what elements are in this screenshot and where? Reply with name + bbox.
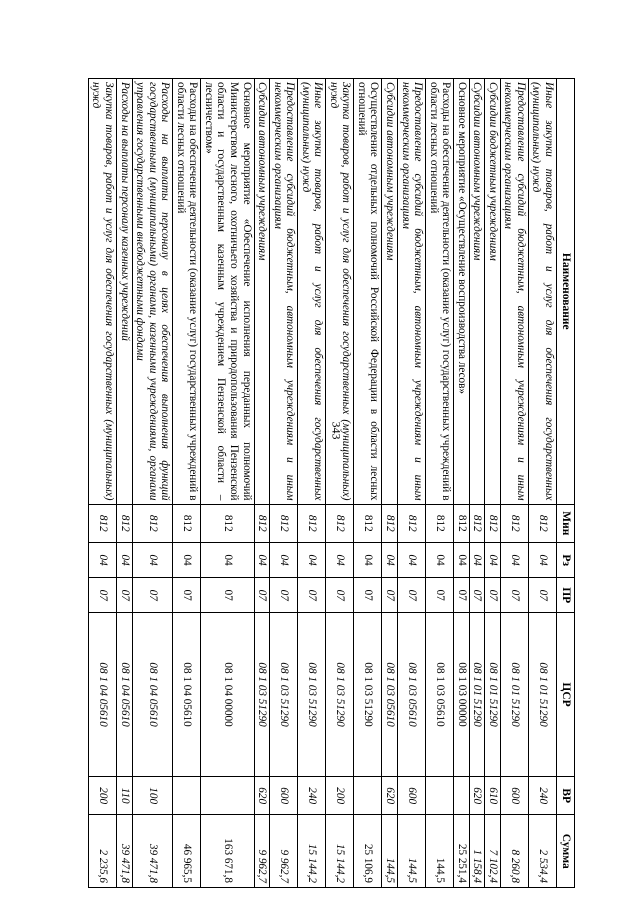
cell-sum: 25 106,9 <box>354 815 382 888</box>
header-pr: ПР <box>557 578 575 613</box>
header-rz: Рз <box>557 543 575 578</box>
header-sum: Сумма <box>557 815 575 888</box>
cell-rz: 04 <box>88 543 116 578</box>
header-vr: ВР <box>557 776 575 815</box>
cell-pr: 07 <box>397 578 425 613</box>
cell-sum: 144,5 <box>382 815 398 888</box>
cell-pr: 07 <box>326 578 354 613</box>
cell-sum: 1 158,4 <box>469 815 485 888</box>
cell-pr: 07 <box>382 578 398 613</box>
cell-name: Субсидии автономным учреждениям <box>469 79 485 505</box>
table-row <box>117 79 133 888</box>
cell-rz: 04 <box>117 543 133 578</box>
cell-name: Иные закупки товаров, работ и услуг для обеспечения государственных (муниципальных) нужд <box>528 79 556 505</box>
table-row <box>382 79 398 888</box>
cell-rz: 04 <box>173 543 201 578</box>
cell-vr <box>173 776 201 815</box>
cell-pr: 07 <box>201 578 254 613</box>
cell-min: 812 <box>500 504 528 543</box>
table-row <box>132 79 173 888</box>
cell-pr: 07 <box>132 578 173 613</box>
cell-min: 812 <box>485 504 501 543</box>
table-row <box>397 79 425 888</box>
cell-csr: 08 1 03 05610 <box>382 613 398 777</box>
cell-pr: 07 <box>117 578 133 613</box>
page-number: 343 <box>329 421 344 440</box>
table-row <box>173 79 201 888</box>
cell-rz: 04 <box>500 543 528 578</box>
cell-pr: 07 <box>254 578 270 613</box>
cell-csr: 08 1 03 51290 <box>298 613 326 777</box>
cell-csr: 08 1 01 51290 <box>485 613 501 777</box>
header-min: Мин <box>557 504 575 543</box>
cell-min: 812 <box>173 504 201 543</box>
cell-name: Основное мероприятие «Обеспечение исполнения переданных полномочий Министерством лесного, охотничьего хозяйства и природопользования Пензенской области и государственным казенным учреждением Пензенской области – лесничеством» <box>201 79 254 505</box>
cell-min: 812 <box>201 504 254 543</box>
budget-table <box>88 78 575 888</box>
cell-vr: 200 <box>88 776 116 815</box>
cell-name: Расходы на выплаты персоналу в целях обеспечения выполнения функций государственными (муниципальными) органами, казенными учреждениями, органами управления государственными внебюджетными фондами <box>132 79 173 505</box>
cell-pr: 07 <box>426 578 454 613</box>
cell-vr: 200 <box>326 776 354 815</box>
cell-csr: 08 1 01 51290 <box>500 613 528 777</box>
cell-pr: 07 <box>298 578 326 613</box>
table-row <box>426 79 454 888</box>
cell-vr: 240 <box>298 776 326 815</box>
cell-sum: 25 251,4 <box>454 815 470 888</box>
table-row <box>298 79 326 888</box>
cell-min: 812 <box>426 504 454 543</box>
cell-name: Расходы на обеспечение деятельности (оказание услуг) государственных учреждений в области лесных отношений <box>426 79 454 505</box>
cell-vr <box>354 776 382 815</box>
cell-sum: 39 471,8 <box>117 815 133 888</box>
cell-vr: 620 <box>254 776 270 815</box>
cell-name: Предоставление субсидий бюджетным, автономным учреждениям и иным некоммерческим организациям <box>270 79 298 505</box>
cell-rz: 04 <box>382 543 398 578</box>
table-row <box>469 79 485 888</box>
cell-rz: 04 <box>469 543 485 578</box>
cell-vr <box>426 776 454 815</box>
cell-csr: 08 1 03 05610 <box>426 613 454 777</box>
cell-csr: 08 1 03 51290 <box>254 613 270 777</box>
table-body <box>88 79 556 888</box>
cell-rz: 04 <box>354 543 382 578</box>
table-row <box>354 79 382 888</box>
cell-rz: 04 <box>528 543 556 578</box>
cell-vr: 600 <box>270 776 298 815</box>
cell-name: Расходы на выплаты персоналу казенных учреждений <box>117 79 133 505</box>
cell-rz: 04 <box>254 543 270 578</box>
table-row <box>88 79 116 888</box>
cell-min: 812 <box>397 504 425 543</box>
cell-min: 812 <box>354 504 382 543</box>
cell-sum: 46 965,5 <box>173 815 201 888</box>
cell-sum: 2 534,4 <box>528 815 556 888</box>
cell-sum: 9 962,7 <box>254 815 270 888</box>
cell-vr: 600 <box>500 776 528 815</box>
cell-sum: 2 235,6 <box>88 815 116 888</box>
cell-csr: 08 1 03 05610 <box>397 613 425 777</box>
table-row <box>254 79 270 888</box>
table-row <box>500 79 528 888</box>
table-header <box>557 79 575 888</box>
cell-csr: 08 1 01 51290 <box>528 613 556 777</box>
cell-vr: 610 <box>485 776 501 815</box>
cell-sum: 15 144,2 <box>298 815 326 888</box>
cell-pr: 07 <box>173 578 201 613</box>
cell-pr: 07 <box>528 578 556 613</box>
table-row <box>528 79 556 888</box>
cell-min: 812 <box>326 504 354 543</box>
cell-rz: 04 <box>132 543 173 578</box>
cell-csr: 08 1 03 51290 <box>326 613 354 777</box>
cell-sum: 39 471,8 <box>132 815 173 888</box>
cell-rz: 04 <box>201 543 254 578</box>
cell-sum: 7 102,4 <box>485 815 501 888</box>
cell-sum: 144,5 <box>426 815 454 888</box>
cell-pr: 07 <box>485 578 501 613</box>
cell-csr: 08 1 03 51290 <box>354 613 382 777</box>
cell-name: Иные закупки товаров, работ и услуг для обеспечения государственных (муниципальных) нужд <box>298 79 326 505</box>
cell-rz: 04 <box>426 543 454 578</box>
budget-table-container <box>75 78 575 888</box>
cell-name: Субсидии автономным учреждениям <box>254 79 270 505</box>
cell-pr: 07 <box>469 578 485 613</box>
cell-sum: 15 144,2 <box>326 815 354 888</box>
header-csr: ЦСР <box>557 613 575 777</box>
table-row <box>326 79 354 888</box>
cell-min: 812 <box>298 504 326 543</box>
cell-sum: 8 260,8 <box>500 815 528 888</box>
cell-sum: 144,5 <box>397 815 425 888</box>
cell-pr: 07 <box>354 578 382 613</box>
cell-rz: 04 <box>485 543 501 578</box>
cell-rz: 04 <box>270 543 298 578</box>
cell-csr: 08 1 04 05610 <box>88 613 116 777</box>
cell-name: Расходы на обеспечение деятельности (оказание услуг) государственных учреждений в области лесных отношений <box>173 79 201 505</box>
cell-csr: 08 1 01 51290 <box>469 613 485 777</box>
cell-min: 812 <box>132 504 173 543</box>
header-row <box>557 79 575 888</box>
cell-min: 812 <box>254 504 270 543</box>
cell-csr: 08 1 04 05610 <box>117 613 133 777</box>
table-row <box>454 79 470 888</box>
cell-pr: 07 <box>270 578 298 613</box>
cell-min: 812 <box>88 504 116 543</box>
cell-min: 812 <box>382 504 398 543</box>
cell-rz: 04 <box>326 543 354 578</box>
cell-sum: 9 962,7 <box>270 815 298 888</box>
cell-name: Предоставление субсидий бюджетным, автономным учреждениям и иным некоммерческим организациям <box>397 79 425 505</box>
cell-pr: 07 <box>88 578 116 613</box>
cell-csr: 08 1 04 05610 <box>173 613 201 777</box>
cell-name: Субсидии автономным учреждениям <box>382 79 398 505</box>
cell-vr: 100 <box>132 776 173 815</box>
cell-pr: 07 <box>454 578 470 613</box>
cell-csr: 08 1 04 00000 <box>201 613 254 777</box>
cell-name: Закупка товаров, работ и услуг для обеспечения государственных (муниципальных) нужд <box>88 79 116 505</box>
cell-vr: 240 <box>528 776 556 815</box>
cell-csr: 08 1 03 00000 <box>454 613 470 777</box>
cell-sum: 163 671,8 <box>201 815 254 888</box>
table-row <box>201 79 254 888</box>
cell-min: 812 <box>117 504 133 543</box>
cell-min: 812 <box>528 504 556 543</box>
cell-vr: 620 <box>382 776 398 815</box>
header-name: Наименование <box>557 79 575 505</box>
cell-min: 812 <box>454 504 470 543</box>
cell-rz: 04 <box>454 543 470 578</box>
cell-vr <box>454 776 470 815</box>
cell-vr: 620 <box>469 776 485 815</box>
cell-csr: 08 1 03 51290 <box>270 613 298 777</box>
cell-vr: 110 <box>117 776 133 815</box>
cell-name: Основное мероприятие «Осуществление воспроизводства лесов» <box>454 79 470 505</box>
table-row <box>485 79 501 888</box>
cell-name: Осуществление отдельных полномочий Российской Федерации в области лесных отношений <box>354 79 382 505</box>
cell-csr: 08 1 04 05610 <box>132 613 173 777</box>
table-row <box>270 79 298 888</box>
cell-rz: 04 <box>298 543 326 578</box>
cell-min: 812 <box>469 504 485 543</box>
cell-rz: 04 <box>397 543 425 578</box>
cell-name: Предоставление субсидий бюджетным, автономным учреждениям и иным некоммерческим организациям <box>500 79 528 505</box>
cell-vr: 600 <box>397 776 425 815</box>
cell-vr <box>201 776 254 815</box>
cell-min: 812 <box>270 504 298 543</box>
cell-pr: 07 <box>500 578 528 613</box>
cell-name: Закупка товаров, работ и услуг для обеспечения государственных (муниципальных) нужд <box>326 79 354 505</box>
cell-name: Субсидии бюджетным учреждениям <box>485 79 501 505</box>
